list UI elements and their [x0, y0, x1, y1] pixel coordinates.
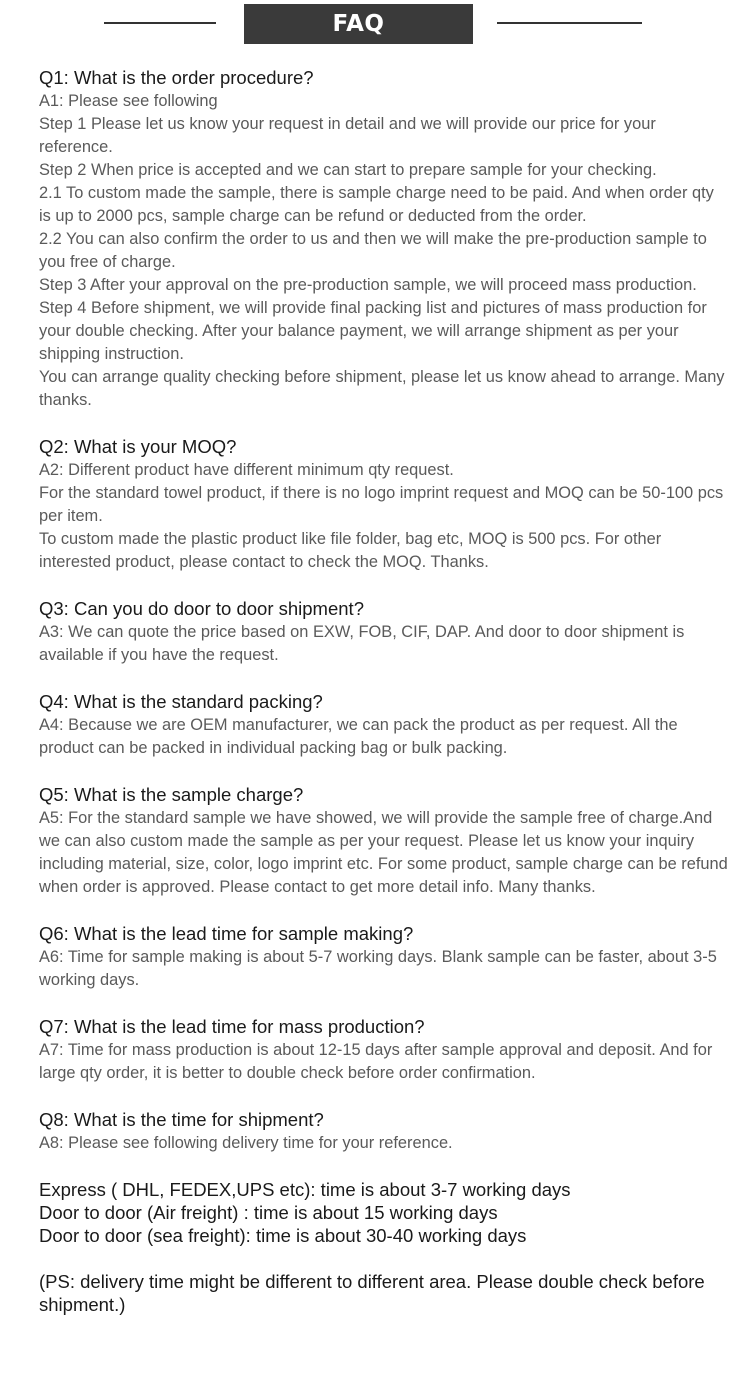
- faq-question: Q2: What is your MOQ?: [39, 436, 237, 457]
- faq-answer: [39, 1039, 729, 1085]
- answer-line: Step 2 When price is accepted and we can start to prepare sample for your checking.: [39, 161, 657, 179]
- faq-item-q5: [39, 783, 729, 899]
- faq-item-q2: [39, 435, 729, 574]
- answer-line: A5: For the standard sample we have showed, we will provide the sample free of charge.And we can also custom made the sample as per your request. Please let us know your inquiry including material, size, color, logo imprint etc. For some product, sample charge can be refund when order is approved. Please contact to get more detail info. Many thanks.: [39, 809, 728, 896]
- answer-line: Step 4 Before shipment, we will provide final packing list and pictures of mass production for your double checking. After your balance payment, we will arrange shipment as per your shipping instruction.: [39, 299, 707, 363]
- faq-question: Q7: What is the lead time for mass production?: [39, 1016, 425, 1037]
- faq-question: Q3: Can you do door to door shipment?: [39, 598, 364, 619]
- faq-item-q6: [39, 922, 729, 992]
- answer-line: A2: Different product have different minimum qty request.: [39, 461, 454, 479]
- faq-item-q3: [39, 597, 729, 667]
- faq-question: Q6: What is the lead time for sample making?: [39, 923, 414, 944]
- faq-question: Q5: What is the sample charge?: [39, 784, 304, 805]
- header-divider-left: [104, 22, 216, 24]
- faq-answer: [39, 714, 729, 760]
- answer-line: A7: Time for mass production is about 12-15 days after sample approval and deposit. And for large qty order, it is better to double check before order confirmation.: [39, 1041, 713, 1082]
- header-divider-right: [497, 22, 642, 24]
- ps-note: (PS: delivery time might be different to different area. Please double check before shipment.): [39, 1271, 705, 1315]
- delivery-times: [39, 1178, 729, 1247]
- answer-line: A8: Please see following delivery time for your reference.: [39, 1134, 453, 1152]
- answer-line: 2.2 You can also confirm the order to us and then we will make the pre-production sample to you free of charge.: [39, 230, 707, 271]
- answer-line: Step 3 After your approval on the pre-production sample, we will proceed mass production.: [39, 276, 697, 294]
- faq-answer: [39, 90, 729, 412]
- faq-answer: [39, 807, 729, 899]
- faq-item-q4: [39, 690, 729, 760]
- answer-line: Step 1 Please let us know your request in detail and we will provide our price for your reference.: [39, 115, 656, 156]
- answer-line: A1: Please see following: [39, 92, 218, 110]
- faq-item-q8: [39, 1108, 729, 1155]
- faq-answer: [39, 459, 729, 574]
- faq-title: FAQ: [244, 4, 473, 44]
- delivery-line-air: Door to door (Air freight) : time is about 15 working days: [39, 1202, 498, 1223]
- faq-header: [0, 0, 750, 46]
- faq-answer: [39, 1132, 729, 1155]
- faq-question: Q8: What is the time for shipment?: [39, 1109, 324, 1130]
- answer-line: 2.1 To custom made the sample, there is sample charge need to be paid. And when order qty is up to 2000 pcs, sample charge can be refund or deducted from the order.: [39, 184, 714, 225]
- answer-line: A4: Because we are OEM manufacturer, we can pack the product as per request. All the product can be packed in individual packing bag or bulk packing.: [39, 716, 678, 757]
- faq-question: Q4: What is the standard packing?: [39, 691, 323, 712]
- faq-item-q1: [39, 66, 729, 412]
- faq-item-q7: [39, 1015, 729, 1085]
- answer-line: For the standard towel product, if there is no logo imprint request and MOQ can be 50-100 pcs per item.: [39, 484, 724, 525]
- delivery-line-express: Express ( DHL, FEDEX,UPS etc): time is about 3-7 working days: [39, 1179, 571, 1200]
- faq-answer: [39, 621, 729, 667]
- answer-line: A6: Time for sample making is about 5-7 working days. Blank sample can be faster, about 3-5 working days.: [39, 948, 717, 989]
- faq-content: [39, 66, 729, 1316]
- faq-question: Q1: What is the order procedure?: [39, 67, 314, 88]
- answer-line: To custom made the plastic product like file folder, bag etc, MOQ is 500 pcs. For other interested product, please contact to check the MOQ. Thanks.: [39, 530, 662, 571]
- answer-line: You can arrange quality checking before shipment, please let us know ahead to arrange. Many thanks.: [39, 368, 725, 409]
- answer-line: A3: We can quote the price based on EXW, FOB, CIF, DAP. And door to door shipment is available if you have the request.: [39, 623, 685, 664]
- delivery-line-sea: Door to door (sea freight): time is about 30-40 working days: [39, 1225, 527, 1246]
- faq-answer: [39, 946, 729, 992]
